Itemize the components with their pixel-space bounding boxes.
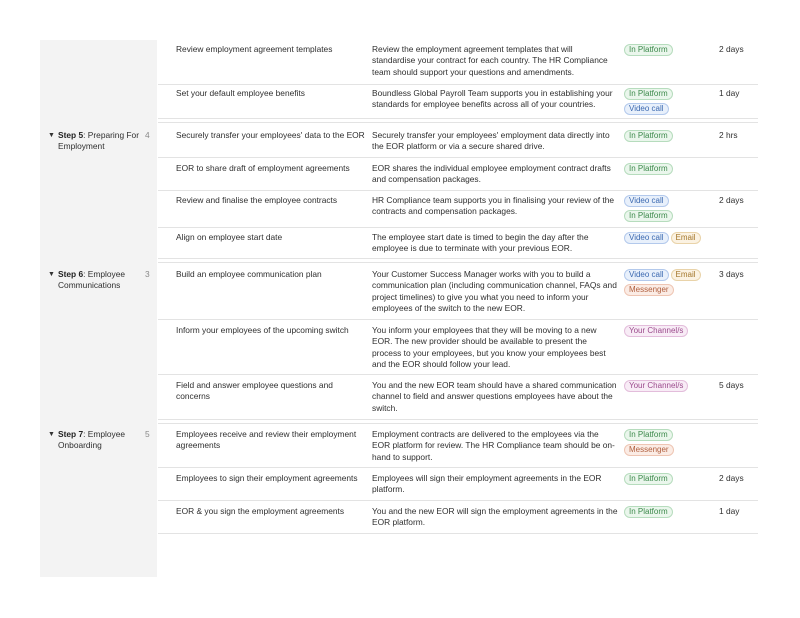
tag-your-channels: Your Channel/s [624,325,688,337]
channel-tags [624,195,716,225]
task-name: Set your default employee benefits [176,88,305,98]
step-sidebar [40,40,157,577]
collapse-triangle-icon[interactable]: ▼ [48,132,55,139]
channel-tags [624,325,716,340]
step-label: Step 7: Employee Onboarding [58,429,126,451]
tag-in-platform: In Platform [624,473,673,485]
channel-tags [624,380,716,395]
task-description: You and the new EOR will sign the employment agreements in the EOR platform. [372,506,618,528]
collapse-triangle-icon[interactable]: ▼ [48,271,55,278]
channel-tags [624,429,716,459]
task-description: You and the new EOR team should have a shared communication channel to field and answer questions employees have about the switch. [372,380,617,413]
task-duration: 2 hrs [719,130,738,140]
tag-in-platform: In Platform [624,130,673,142]
task-description: HR Compliance team supports you in finalising your review of the contracts and compensation packages. [372,195,615,217]
task-name: Securely transfer your employees' data to the EOR [176,130,365,140]
group-divider [158,423,758,424]
task-name: Field and answer employee questions and concerns [176,380,333,402]
channel-tags [624,44,716,59]
task-duration: 2 days [719,473,744,483]
collapse-triangle-icon[interactable]: ▼ [48,431,55,438]
tag-in-platform: In Platform [624,429,673,441]
tag-messenger: Messenger [624,284,674,296]
step-count: 3 [145,269,150,279]
task-description: Review the employment agreement templates that will standardise your contract for each country. The HR Compliance team should support your questions and amendments. [372,44,608,77]
task-name: Employees to sign their employment agreements [176,473,358,483]
task-name: Employees receive and review their employment agreements [176,429,357,451]
task-name: EOR & you sign the employment agreements [176,506,345,516]
row-divider [158,190,758,191]
task-description: Your Customer Success Manager works with you to build a communication plan (including communication channel, FAQs and project timelines) to give you what you need to inform your employees of the switch to the new EOR. [372,269,617,314]
tag-in-platform: In Platform [624,506,673,518]
task-name: Build an employee communication plan [176,269,322,279]
row-divider [158,419,758,420]
row-divider [158,500,758,501]
channel-tags [624,88,716,118]
row-divider [158,258,758,259]
channel-tags [624,232,716,247]
tag-in-platform: In Platform [624,88,673,100]
step-label: Step 5: Preparing For Employment [58,130,139,152]
row-divider [158,118,758,119]
task-description: You inform your employees that they will be moving to a new EOR. The new provider should be available to present the process to your employees, but you know your employees best and the EOR should follow your lead. [372,325,606,370]
tag-in-platform: In Platform [624,163,673,175]
task-duration: 2 days [719,44,744,54]
tag-your-channels: Your Channel/s [624,380,688,392]
row-divider [158,533,758,534]
tag-video-call: Video call [624,195,669,207]
group-divider [158,122,758,123]
tag-email: Email [671,232,701,244]
row-divider [158,467,758,468]
tag-video-call: Video call [624,269,669,281]
task-duration: 2 days [719,195,744,205]
tag-email: Email [671,269,701,281]
channel-tags [624,269,716,299]
task-duration: 1 day [719,88,740,98]
task-name: Align on employee start date [176,232,283,242]
task-duration: 5 days [719,380,744,390]
task-description: Securely transfer your employees' employment data directly into the EOR platform or via a secure shared drive. [372,130,610,152]
step-label: Step 6: Employee Communications [58,269,126,291]
tag-video-call: Video call [624,103,669,115]
channel-tags [624,473,716,488]
task-description: Boundless Global Payroll Team supports you in establishing your standards for employee benefits across all of your countries. [372,88,613,110]
row-divider [158,157,758,158]
row-divider [158,374,758,375]
step-count: 4 [145,130,150,140]
channel-tags [624,163,716,178]
tag-in-platform: In Platform [624,44,673,56]
group-divider [158,262,758,263]
step-count: 5 [145,429,150,439]
tag-in-platform: In Platform [624,210,673,222]
task-description: The employee start date is timed to begin the day after the employee is due to terminate with your previous EOR. [372,232,589,254]
row-divider [158,227,758,228]
task-description: EOR shares the individual employee employment contract drafts and compensation packages. [372,163,611,185]
task-duration: 1 day [719,506,740,516]
channel-tags [624,506,716,521]
tag-messenger: Messenger [624,444,674,456]
task-description: Employees will sign their employment agreements in the EOR platform. [372,473,602,495]
task-name: Review and finalise the employee contracts [176,195,338,205]
tag-video-call: Video call [624,232,669,244]
task-name: EOR to share draft of employment agreements [176,163,350,173]
channel-tags [624,130,716,145]
row-divider [158,319,758,320]
row-divider [158,84,758,85]
task-name: Review employment agreement templates [176,44,333,54]
task-description: Employment contracts are delivered to the employees via the EOR platform for review. The HR Compliance team should be on-hand to support. [372,429,615,462]
task-name: Inform your employees of the upcoming switch [176,325,349,335]
task-duration: 3 days [719,269,744,279]
